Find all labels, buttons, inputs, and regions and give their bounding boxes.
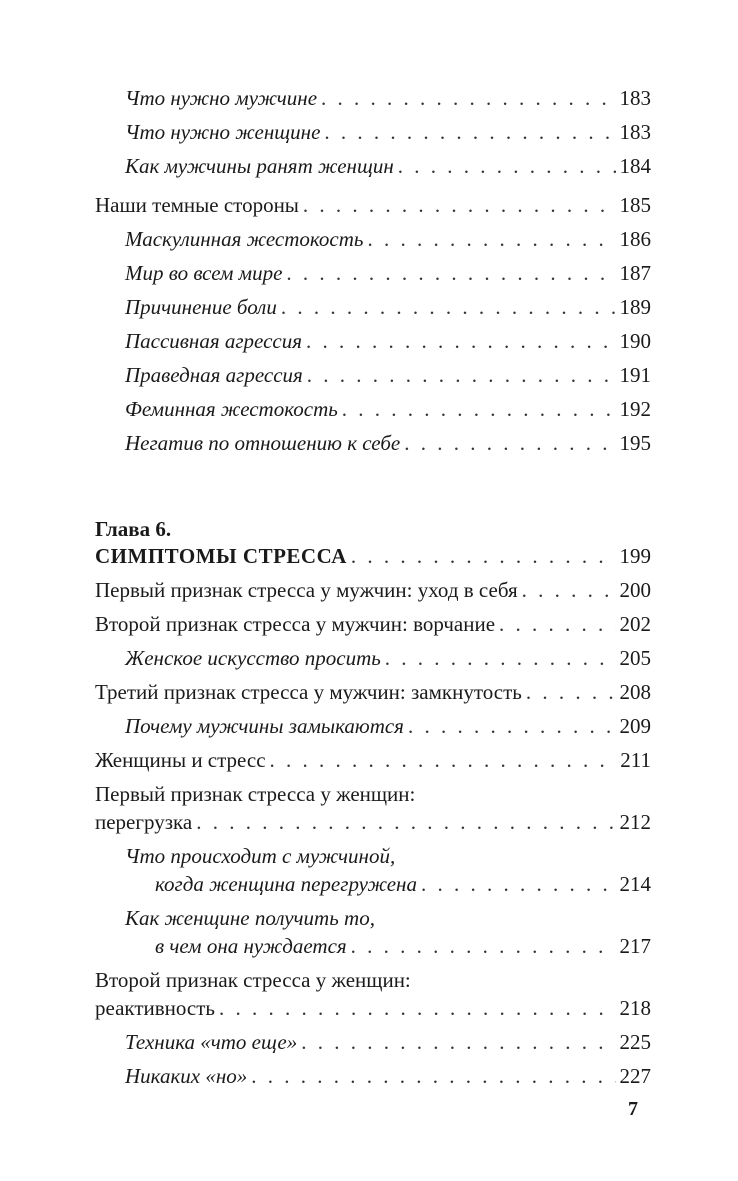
toc-entry-page: 187 [619,261,651,285]
toc-entry-title-line2: когда женщина перегружена [155,872,417,896]
toc-entry[interactable] [125,119,651,145]
toc-entry-title-line1[interactable]: Как женщине получить то, [125,906,375,930]
toc-leader-dots [351,933,616,959]
toc-section-title-line1[interactable]: Первый признак стресса у женщин: [95,782,416,806]
toc-section-title: Женщины и стресс [95,748,266,772]
toc-section-title: Второй признак стресса у мужчин: ворчание [95,612,496,636]
toc-leader-dots [281,294,616,320]
toc-entry-title-line2: в чем она нуждается [155,934,347,958]
toc-entry-page: 205 [619,646,651,670]
toc-leader-dots [421,871,616,897]
toc-leader-dots [270,747,617,773]
toc-section-page: 185 [619,193,651,217]
chapter-label: Глава 6. [95,517,172,541]
toc-section-page: 208 [619,680,651,704]
toc-section-page: 211 [620,748,651,772]
toc-leader-dots [385,645,616,671]
toc-entry-title: Праведная агрессия [125,363,303,387]
toc-section[interactable] [95,995,651,1021]
toc-entry[interactable] [125,294,651,320]
chapter-page: 199 [619,544,651,568]
toc-entry-title: Причинение боли [125,295,277,319]
toc-entry-title: Техника «что еще» [125,1030,298,1054]
toc-entry[interactable] [125,85,651,111]
toc-entry[interactable] [155,871,651,897]
toc-leader-dots [196,809,615,835]
toc-leader-dots [303,192,616,218]
toc-section-title-line1[interactable]: Второй признак стресса у женщин: [95,968,411,992]
toc-entry[interactable] [125,226,651,252]
toc-section-page: 218 [619,996,651,1020]
toc-entry[interactable] [125,362,651,388]
toc-section-title: Первый признак стресса у мужчин: уход в себя [95,578,518,602]
toc-section-page: 202 [619,612,651,636]
toc-entry[interactable] [155,933,651,959]
toc-leader-dots [367,226,615,252]
toc-entry-page: 184 [619,154,651,178]
toc-entry[interactable] [125,1029,651,1055]
toc-section-title-line2: реактивность [95,996,215,1020]
toc-entry[interactable] [125,328,651,354]
toc-entry-title: Что нужно женщине [125,120,321,144]
toc-section[interactable] [95,192,651,218]
toc-entry-title: Никаких «но» [125,1064,248,1088]
toc-entry-page: 183 [619,86,651,110]
toc-entry-title: Что нужно мужчине [125,86,318,110]
toc-leader-dots [499,611,615,637]
toc-leader-dots [351,543,616,569]
toc-section-title: Третий признак стресса у мужчин: замкнутость [95,680,522,704]
toc-entry-title: Пассивная агрессия [125,329,302,353]
toc-entry-page: 217 [619,934,651,958]
toc-leader-dots [286,260,615,286]
toc-entry-page: 186 [619,227,651,251]
toc-leader-dots [398,153,616,179]
toc-section-title: Наши темные стороны [95,193,299,217]
toc-section[interactable] [95,809,651,835]
toc-entry-page: 209 [619,714,651,738]
toc-entry[interactable] [125,153,651,179]
chapter-title: СИМПТОМЫ СТРЕССА [95,544,347,568]
toc-leader-dots [324,119,615,145]
toc-leader-dots [522,577,616,603]
toc-section[interactable] [95,577,651,603]
toc-entry-title: Почему мужчины замыкаются [125,714,404,738]
toc-entry-page: 189 [619,295,651,319]
toc-leader-dots [342,396,616,422]
toc-section[interactable] [95,679,651,705]
toc-entry-page: 190 [619,329,651,353]
toc-entry-page: 191 [619,363,651,387]
toc-entry-title: Как мужчины ранят женщин [125,154,394,178]
toc-entry-title: Женское искусство просить [125,646,381,670]
toc-entry-page: 195 [619,431,651,455]
toc-section[interactable] [95,747,651,773]
toc-entry[interactable] [125,645,651,671]
toc-entry-page: 227 [619,1064,651,1088]
toc-entry-title: Мир во всем мире [125,261,283,285]
toc-section-title-line2: перегрузка [95,810,193,834]
toc-entry[interactable] [125,430,651,456]
toc-section-page: 212 [619,810,651,834]
toc-leader-dots [404,430,615,456]
toc-leader-dots [306,328,616,354]
toc-entry-title: Маскулинная жестокость [125,227,364,251]
toc-leader-dots [307,362,616,388]
chapter-heading[interactable] [95,543,651,569]
toc-entry-page: 192 [619,397,651,421]
toc-entry-page: 214 [619,872,651,896]
toc-entry[interactable] [125,1063,651,1089]
toc-entry-title: Феминная жестокость [125,397,338,421]
toc-leader-dots [526,679,616,705]
toc-entry[interactable] [125,713,651,739]
toc-entry-title: Негатив по отношению к себе [125,431,401,455]
toc-entry-title-line1[interactable]: Что происходит с мужчиной, [125,844,396,868]
toc-entry[interactable] [125,260,651,286]
toc-section[interactable] [95,611,651,637]
toc-leader-dots [321,85,615,111]
page-number: 7 [628,1098,638,1120]
toc-leader-dots [219,995,616,1021]
toc-entry[interactable] [125,396,651,422]
toc-leader-dots [251,1063,615,1089]
toc-section-page: 200 [619,578,651,602]
toc-entry-page: 225 [619,1030,651,1054]
toc-leader-dots [408,713,616,739]
toc-entry-page: 183 [619,120,651,144]
toc-leader-dots [301,1029,615,1055]
